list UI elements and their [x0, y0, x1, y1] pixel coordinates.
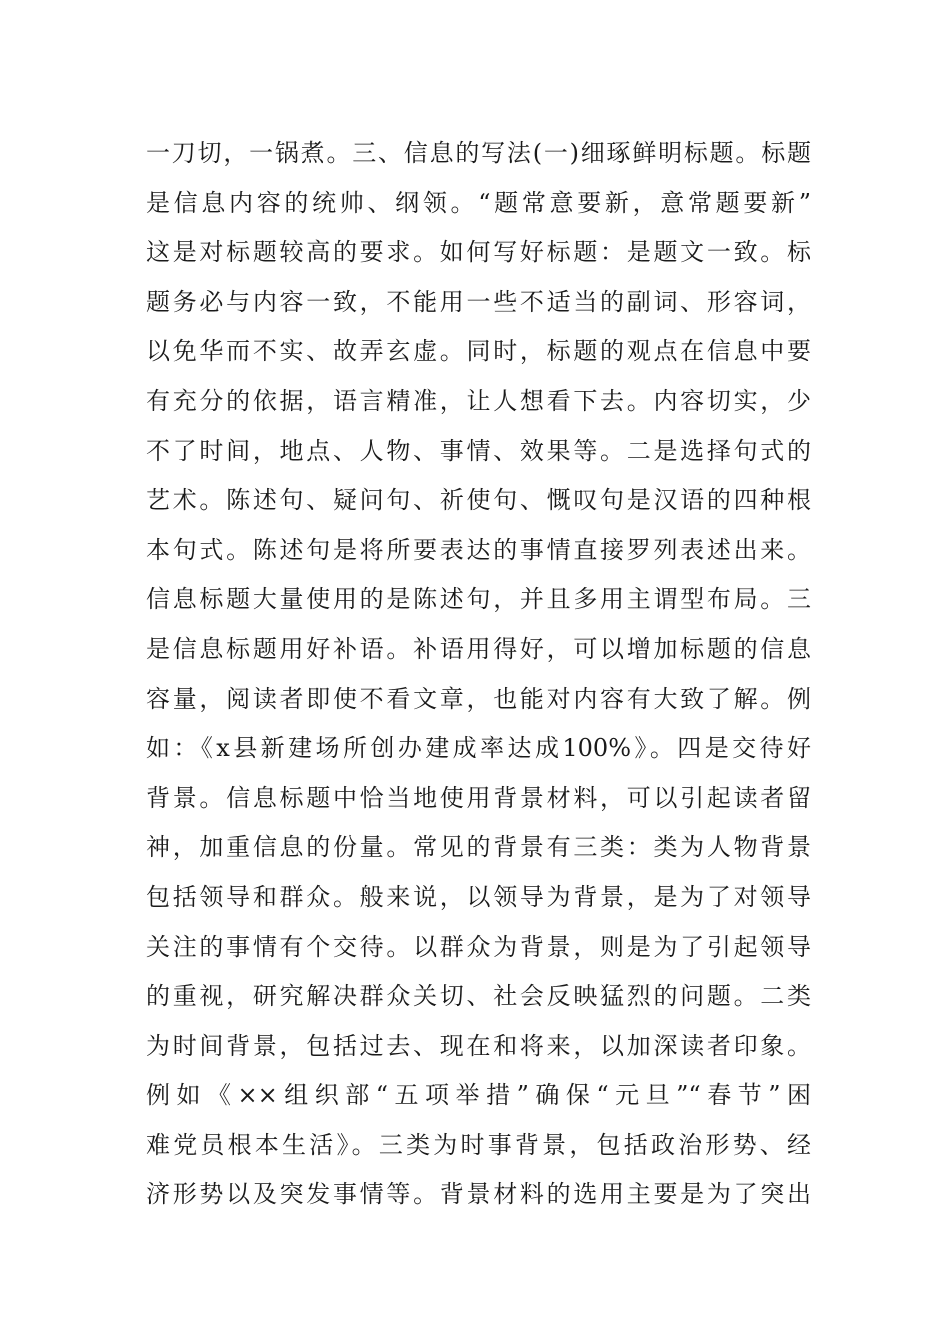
- text-line: 是信息标题用好补语。补语用得好，可以增加标题的信息: [146, 634, 811, 663]
- text-line: 有充分的依据，语言精准，让人想看下去。内容切实，少: [146, 386, 811, 415]
- text-line: 包括领导和群众。般来说，以领导为背景，是为了对领导: [146, 882, 811, 911]
- text-line: 信息标题大量使用的是陈述句，并且多用主谓型布局。三: [146, 585, 811, 614]
- text-line: 一刀切，一锅煮。三、信息的写法(一)细琢鲜明标题。标题: [146, 139, 811, 167]
- text-line: 题务必与内容一致，不能用一些不适当的副词、形容词，: [146, 287, 811, 316]
- text-line: 关注的事情有个交待。以群众为背景，则是为了引起领导: [146, 932, 811, 961]
- text-line: 难党员根本生活》。三类为时事背景，包括政治形势、经: [146, 1130, 811, 1159]
- text-line: 是信息内容的统帅、纲领。“题常意要新，意常题要新”: [146, 188, 811, 217]
- text-line: 背景。信息标题中恰当地使用背景材料，可以引起读者留: [146, 783, 811, 812]
- text-line: 容量，阅读者即使不看文章，也能对内容有大致了解。例: [146, 684, 811, 713]
- text-line: 艺术。陈述句、疑问句、祈使句、慨叹句是汉语的四种根: [146, 486, 811, 515]
- text-line: 的重视，研究解决群众关切、社会反映猛烈的问题。二类: [146, 982, 811, 1011]
- text-line: 本句式。陈述句是将所要表达的事情直接罗列表述出来。: [146, 535, 811, 564]
- text-line: 以免华而不实、故弄玄虚。同时，标题的观点在信息中要: [146, 337, 811, 366]
- text-line: 例如《××组织部“五项举措”确保“元旦”“春节”困: [146, 1081, 811, 1110]
- document-body: [146, 129, 811, 1220]
- text-line: 不了时间，地点、人物、事情、效果等。二是选择句式的: [146, 436, 811, 465]
- text-line: 这是对标题较高的要求。如何写好标题：是题文一致。标: [146, 238, 811, 267]
- text-line: 神，加重信息的份量。常见的背景有三类：类为人物背景: [146, 833, 811, 862]
- text-line: 如：《x县新建场所创办建成率达成100%》。四是交待好: [146, 734, 811, 763]
- text-line: 为时间背景，包括过去、现在和将来，以加深读者印象。: [146, 1031, 811, 1060]
- text-line: 济形势以及突发事情等。背景材料的选用主要是为了突出: [146, 1180, 811, 1209]
